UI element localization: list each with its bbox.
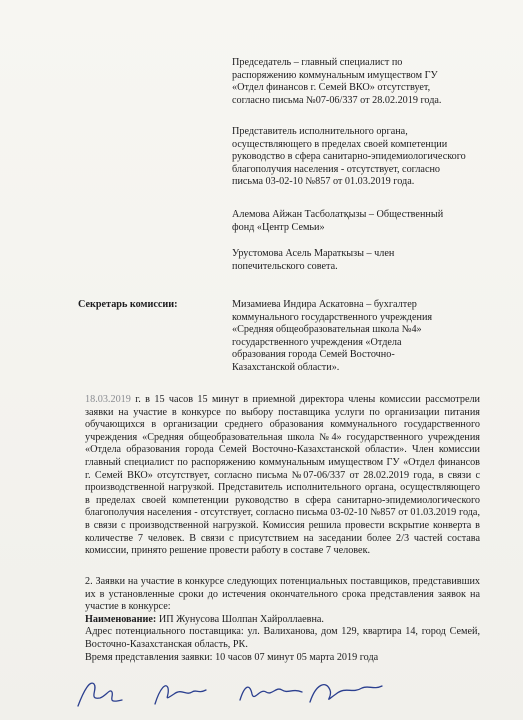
applications-intro: 2. Заявки на участие в конкурсе следующих потенциальных поставщиков, представивших их в установленные сроки до истечения окончательного срока представления заявок на участие в конкурсе: (85, 576, 480, 613)
secretary-line: образования города Семей Восточно- (232, 349, 395, 361)
representative-line: Представитель исполнительного органа, (232, 126, 408, 137)
secretary-line: Казахстанской области». (232, 361, 340, 373)
signature-2 (155, 686, 206, 704)
supplier-name-label: Наименование: (85, 613, 157, 625)
signature-4 (310, 685, 382, 702)
representative-line: осуществляющего в пределах своей компетенции (232, 138, 448, 150)
signature-1 (78, 683, 122, 706)
representative-line: письма 03-02-10 №857 от 01.03.2019 года. (232, 176, 415, 188)
alemova-line: фонд «Центр Семьи» (232, 221, 325, 233)
alemova-line: Алемова Айжан Тасболатқызы – Общественный (232, 209, 444, 220)
urustomova-line: попечительского совета. (232, 260, 338, 272)
member-alemova-block (232, 209, 502, 234)
chair-line: распоряжению коммунальным имуществом ГУ (232, 69, 438, 81)
secretary-line: «Средняя общеобразовательная школа №4» (232, 324, 422, 336)
applications-paragraph (85, 576, 480, 664)
session-date: 18.03.2019 (85, 394, 131, 405)
session-text: г. в 15 часов 15 минут в приемной директора члены комиссии рассмотрели заявки на участие в конкурсе по выбору поставщика услуги по организации питания обучающихся в организации среднего образования коммунального государственного учреждения «Средняя общеобразовательная школа №4» государственного учреждения «Отдела образования города Семей Восточно-Казахстанской области». Член комиссии главный специалист по распоряжению коммунальным имуществом ГУ «Отдел финансов г. Семей ВКО» отсутствует, согласно письма №07-06/337 от 28.02.2019 года, в связи с производственной нагрузкой. Представитель исполнительного органа, осуществляющего в пределах своей компетенции руководство в сфера санитарно-эпидемиологического благополучия населения - отсутствует, согласно письма 03-02-10 №857 от 01.03.2019 года, в связи с производственной нагрузкой. Комиссия решила провести вскрытие конверта в количестве 7 человек. В связи с присутствием на заседании более 2/3 частей состава комиссии, принято решение провести работу в составе 7 человек. (85, 394, 480, 557)
handwritten-signatures (70, 670, 450, 715)
supplier-name-value: ИП Жунусова Шолпан Хайроллаевна. (156, 613, 324, 625)
supplier-name-row (85, 614, 480, 627)
secretary-line: коммунального государственного учреждения (232, 311, 433, 323)
chair-line: согласно письма №07-06/337 от 28.02.2019 года. (232, 94, 442, 106)
secretary-line: государственного учреждения «Отдела (232, 336, 402, 348)
member-urustomova-block (232, 248, 502, 273)
urustomova-line: Урустомова Асель Мараткызы – член (232, 248, 395, 259)
representative-line: благополучия населения - отсутствует, согласно (232, 163, 441, 175)
signatures (70, 670, 450, 715)
session-paragraph (85, 394, 480, 558)
representative-line: руководство в сфера санитарно-эпидемиологического (232, 151, 466, 163)
member-chair-block (232, 57, 502, 107)
member-representative-block (232, 126, 502, 189)
signature-3 (240, 687, 302, 700)
secretary-block (232, 299, 502, 375)
secretary-label: Секретарь комиссии: (78, 299, 178, 310)
secretary-line: Мизамиева Индира Аскатовна – бухгалтер (232, 299, 417, 310)
submission-time: Время представления заявки: 10 часов 07 минут 05 марта 2019 года (85, 651, 379, 663)
supplier-address: Адрес потенциального поставщика: ул. Валиханова, дом 129, квартира 14, город Семей, Восточно-Казахстанская область, РК. (85, 626, 480, 650)
chair-line: Председатель – главный специалист по (232, 57, 403, 68)
chair-line: «Отдел финансов г. Семей ВКО» отсутствует, (232, 82, 431, 94)
